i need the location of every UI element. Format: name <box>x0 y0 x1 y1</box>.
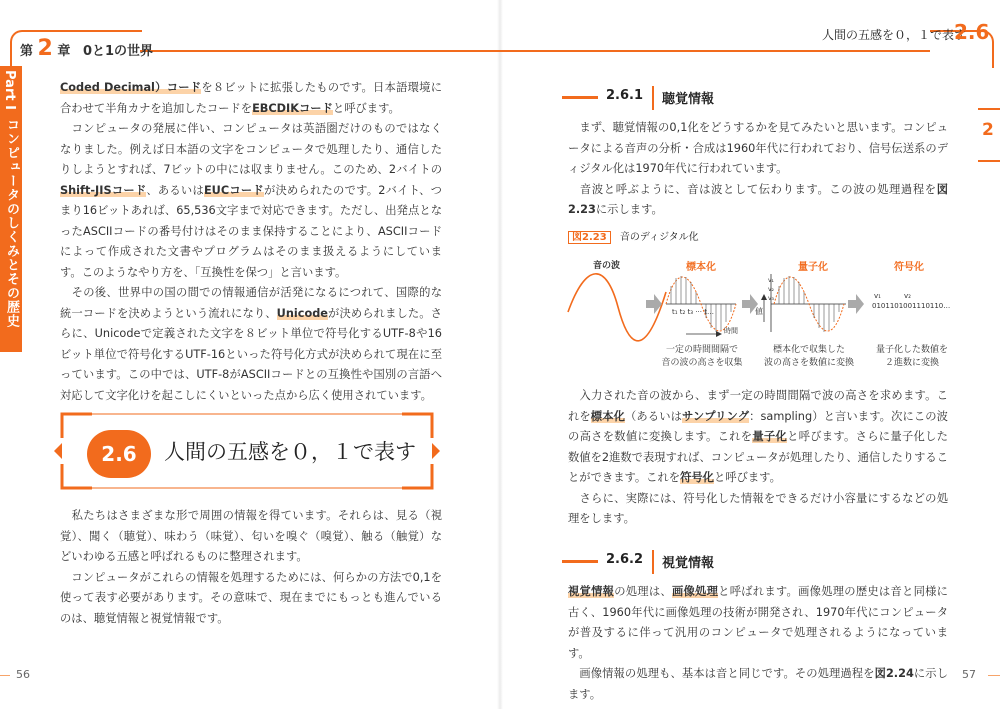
time-ticks: t₁ t₂ t₃ ··· t… <box>672 308 714 316</box>
chapter-tab-number: 2 <box>982 120 994 140</box>
caption-line: 標本化で収集した <box>772 345 845 355</box>
time-axis-label: 時間 <box>724 327 738 335</box>
header-rule <box>140 50 500 52</box>
caption-line: 一定の時間間隔で <box>665 345 738 355</box>
chapter-number: 2 <box>37 36 53 61</box>
text-run: コンピュータの発展に伴い、コンピュータは英語圏だけのものではなくなりました。例えば日本語の文字をコンピュータで処理したり、通信したりしようとすれば、7ビットの中には収まりません。このため、2バイトの <box>60 122 442 176</box>
text-run: 画像情報の処理も、基本は音と同じです。その処理過程を <box>568 667 875 680</box>
subsection-bar <box>562 96 598 99</box>
code-v2: v₂ <box>904 292 911 300</box>
page-number-rule <box>988 675 1000 676</box>
value-axis-label: 値 <box>755 307 763 316</box>
text-run: が決められました。さらに、Unicodeで定義された文字を８ビット単位で符号化するUTF-8や16ビット単位で符号化するUTF-16といった符号化方式が決められて現在に至っています。この中では、UTF-8がASCIIコードとの互換性や国別の言語へ対応して文字化けを起こしにくいといった点から広く使用されています。 <box>60 306 442 402</box>
page-number-left: 56 <box>16 668 30 681</box>
highlighted-term: サンプリング <box>681 409 750 423</box>
text-run: （あるいは <box>625 409 682 423</box>
part-title: コンピュータのしくみとその歴史 <box>4 118 19 328</box>
subsection-separator <box>652 550 654 574</box>
text-run: ：sampling）と言います。次にこの波の高さを数値に変換します。これを <box>568 409 948 443</box>
chapter-prefix: 第 <box>20 44 34 59</box>
subsection-heading-1 <box>562 84 732 112</box>
section-title: 人間の五感を０，１で表す <box>164 440 416 464</box>
section-running-header <box>500 16 1000 66</box>
text-run: 音波と呼ぶように、音は波として伝わります。この波の処理過程を <box>568 182 937 196</box>
v-level-3: v₃ <box>768 295 774 302</box>
sub1-body <box>568 118 948 221</box>
text-run: 入力された音の波から、まず一定の時間間隔で波の高さを求めます。これを <box>568 389 948 423</box>
v-level-2: v₂ <box>768 286 774 293</box>
paragraph <box>568 180 948 221</box>
section-number-badge: 2.6 <box>87 430 151 478</box>
chapter-title: 0と1の世界 <box>82 44 154 59</box>
text-run: その後、世界中の国の間での情報通信が活発になるにつれて、国際的な統一コードを決めようという流れになり、 <box>60 286 442 320</box>
text-run: と呼びます。さらに量子化した数値を2進数で表現すれば、コンピュータが処理したり、通信したりすることができます。これを <box>568 430 948 484</box>
highlighted-term: 画像処理 <box>671 585 719 598</box>
text-run: と呼びます。 <box>713 471 781 484</box>
highlighted-term: 量子化 <box>752 430 788 443</box>
highlighted-term: Coded Decimal）コード <box>60 81 202 94</box>
paragraph <box>568 664 948 705</box>
right-page <box>500 0 1000 709</box>
text-run: まず、聴覚情報の0,1化をどうするかを見てみたいと思います。コンピュータによる音声の分析・合成は1960年代に行われており、信号伝送系のディジタル化は1970年代に行われています。 <box>568 121 948 175</box>
subsection-title: 視覚情報 <box>662 556 715 571</box>
stage-caption-encoding <box>862 344 962 370</box>
subsection-title: 聴覚情報 <box>662 92 715 107</box>
highlighted-term: 標本化 <box>590 409 625 423</box>
paragraph <box>568 118 948 180</box>
text-run: に示します。 <box>595 203 663 216</box>
paragraph <box>568 489 948 530</box>
text-run: と呼ばれます。画像処理の歴史は音と同様に古く、1960年代に画像処理の技術が開発され、1970年代にコンピュータが普及するに伴って汎用のコンピュータで処理されるようになっています。 <box>568 585 948 660</box>
text-run: 、あるいは <box>146 183 204 197</box>
stage-caption-quantization <box>754 344 864 370</box>
chapter-suffix: 章 <box>57 44 71 59</box>
text-run: と呼びます。 <box>332 101 400 115</box>
part-label: Part I <box>2 70 17 110</box>
section-heading-box <box>52 408 442 494</box>
highlighted-term: Shift-JISコード <box>60 183 147 197</box>
subsection-bar <box>562 560 598 563</box>
running-header-number: 2.6 <box>954 20 990 44</box>
subsection-separator <box>652 86 654 110</box>
page-number-right: 57 <box>962 668 976 681</box>
subsection-number: 2.6.2 <box>606 552 644 567</box>
paragraph: 私たちはさまざまな形で周囲の情報を得ています。それらは、見る（視覚）、聞く（聴覚）、味わう（味覚）、匂いを嗅ぐ（嗅覚）、触る（触覚）などいわゆる五感と呼ばれるものに整理されます。 <box>60 509 442 563</box>
chapter-label <box>20 36 153 61</box>
caption-line: 波の高さを数値に変換 <box>763 358 854 368</box>
highlighted-term: Unicode <box>276 306 328 320</box>
figure-label <box>568 228 699 243</box>
running-header-title: 人間の五感を０，１で表す <box>822 28 967 42</box>
sub1-body-after <box>568 386 948 530</box>
page-number-rule <box>0 675 10 676</box>
figure-caption: 音のディジタル化 <box>619 232 699 243</box>
left-body-bottom <box>60 506 442 629</box>
highlighted-term: 視覚情報 <box>568 585 615 598</box>
figure-tag: 図2.23 <box>568 231 611 244</box>
stage-quantization: 量子化 <box>798 262 828 273</box>
caption-line: 量子化した数値を <box>875 345 948 355</box>
text-run: を８ビットに拡張したものです。日本語環境に合わせて半角カナを追加したコードを <box>60 81 442 115</box>
sub2-body <box>568 582 948 705</box>
highlighted-term: 符号化 <box>680 471 714 484</box>
chapter-tab-rule-top <box>978 108 1000 110</box>
subsection-heading-2 <box>562 548 732 576</box>
highlighted-term: EUCコード <box>203 183 264 197</box>
highlighted-term: EBCDIKコード <box>252 101 333 115</box>
header-rule <box>500 50 930 52</box>
paragraph <box>60 119 442 283</box>
caption-line: 音の波の高さを収集 <box>661 358 743 368</box>
paragraph <box>568 582 948 664</box>
figure-reference: 図2.23 <box>568 182 948 216</box>
stage-encoding: 符号化 <box>894 262 924 273</box>
binary-output: 0101101001110110… <box>872 302 951 310</box>
figure-reference: 図2.24 <box>874 667 914 680</box>
stage-caption-sampling <box>652 344 752 370</box>
chapter-tab-rule-bottom <box>978 160 1000 162</box>
paragraph: コンピュータがこれらの情報を処理するためには、何らかの方法で0,1を使って表す必要があります。その意味で、現在までにもっとも進んでいるのは、聴覚情報と視覚情報です。 <box>60 570 442 625</box>
chapter-header <box>0 16 500 61</box>
wave-label: 音の波 <box>593 261 621 271</box>
paragraph <box>60 283 442 406</box>
text-run: さらに、実際には、符号化した情報をできるだけ小容量にするなどの処理をします。 <box>568 491 948 525</box>
subsection-number: 2.6.1 <box>606 88 644 103</box>
paragraph <box>60 78 442 119</box>
left-body-top <box>60 78 442 406</box>
paragraph <box>568 386 948 489</box>
caption-line: ２進数に変換 <box>884 358 939 368</box>
text-run: が決められたのです。2バイト、つまり16ビットあれば、65,536文字まで対応できます。ただし、出発点となったASCIIコードの番号付けはそのまま保持することにより、ASCIIコードによって作成された文書やプログラムはそのまま扱えるようにしています。このようなやり方を、「互換性を保つ」と言います。 <box>60 183 442 279</box>
code-v1: v₁ <box>874 292 881 300</box>
stage-sampling: 標本化 <box>686 262 716 273</box>
text-run: に示します。 <box>568 667 948 701</box>
v-level-1: v₁ <box>768 277 774 284</box>
text-run: の処理は、 <box>614 585 672 598</box>
v-level-labels <box>768 276 774 303</box>
